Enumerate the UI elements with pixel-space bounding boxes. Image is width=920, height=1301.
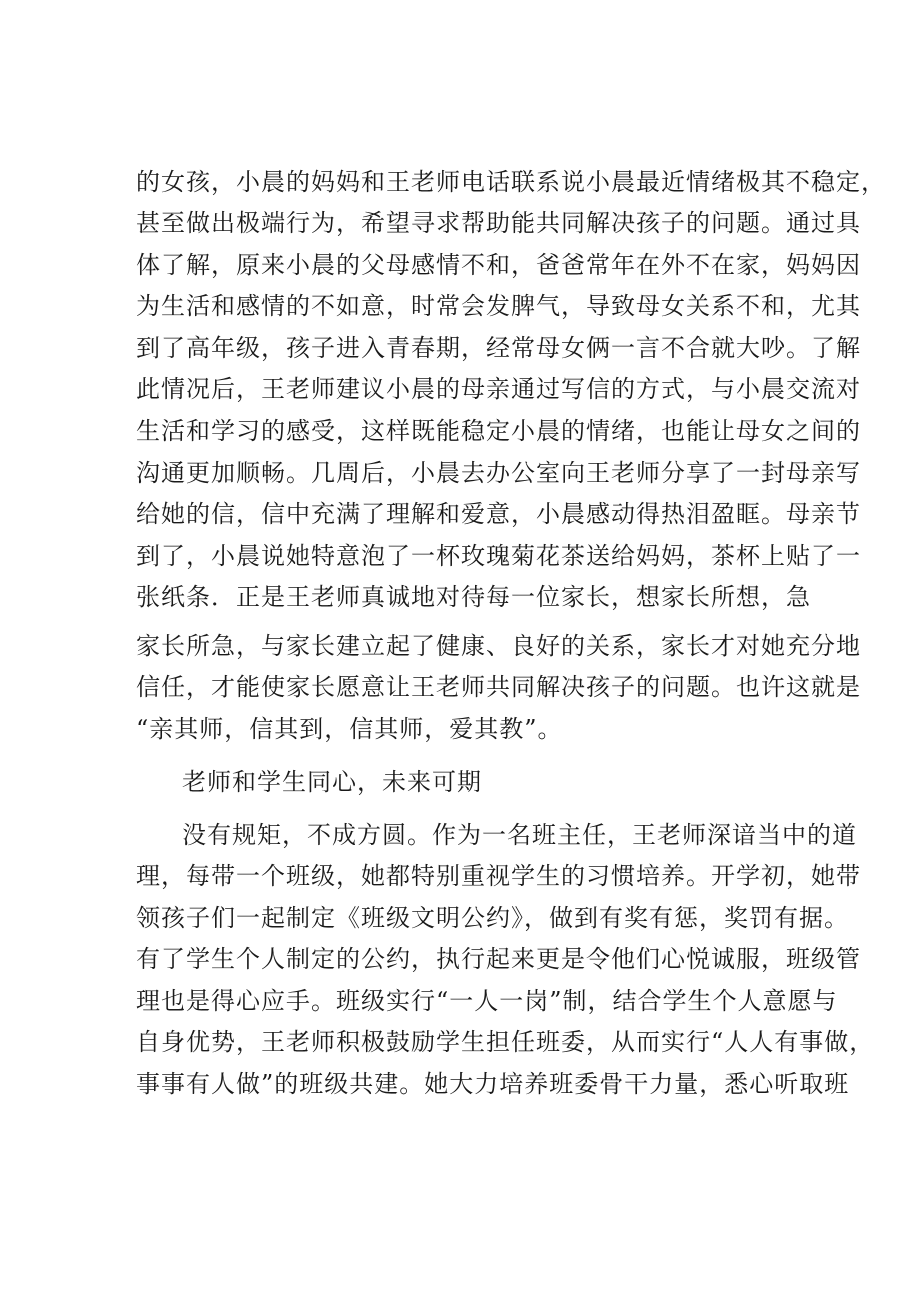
paragraph-1-line: 张纸条．正是王老师真诚地对待每一位家长，想家长所想，急 xyxy=(136,583,811,611)
paragraph-2-line: 理，每带一个班级，她都特别重视学生的习惯培养。开学初，她带 xyxy=(136,862,861,890)
paragraph-1-line: “亲其师，信其到，信其师，爱其教”。 xyxy=(136,715,563,743)
paragraph-2-line: 有了学生个人制定的公约，执行起来更是令他们心悦诚服，班级管 xyxy=(136,945,861,973)
section-heading: 老师和学生同心，未来可期 xyxy=(182,768,482,796)
paragraph-1-line: 沟通更加顺畅。几周后，小晨去办公室向王老师分享了一封母亲写 xyxy=(136,459,861,487)
paragraph-2-line: 没有规矩，不成方圆。作为一名班主任，王老师深谙当中的道 xyxy=(182,821,857,849)
paragraph-1-line: 生活和学习的感受，这样既能稳定小晨的情绪，也能让母女之间的 xyxy=(136,417,861,445)
paragraph-1-line: 家长所急，与家长建立起了健康、良好的关系，家长才对她充分地 xyxy=(136,632,861,660)
paragraph-2-line: 理也是得心应手。班级实行“一人一岗”制，结合学生个人意愿与 xyxy=(136,987,838,1015)
paragraph-1-line: 信任，才能使家长愿意让王老师共同解决孩子的问题。也许这就是 xyxy=(136,673,861,701)
paragraph-1-line: 甚至做出极端行为，希望寻求帮助能共同解决孩子的问题。通过具 xyxy=(136,209,861,237)
paragraph-1-line: 到了，小晨说她特意泡了一杯玫瑰菊花茶送给妈妈，茶杯上贴了一 xyxy=(136,542,861,570)
paragraph-1-line: 到了高年级，孩子进入青春期，经常母女俩一言不合就大吵。了解 xyxy=(136,334,861,362)
paragraph-1-line: 的女孩，小晨的妈妈和王老师电话联系说小晨最近情绪极其不稳定， xyxy=(136,168,886,196)
paragraph-1-line: 为生活和感情的不如意，时常会发脾气，导致母女关系不和，尤其 xyxy=(136,292,861,320)
paragraph-2-line: 事事有人做”的班级共建。她大力培养班委骨干力量，悉心听取班 xyxy=(136,1070,850,1098)
paragraph-2-line: 自身优势，王老师积极鼓励学生担任班委，从而实行“人人有事做， xyxy=(136,1028,875,1056)
paragraph-1-line: 体了解，原来小晨的父母感情不和，爸爸常年在外不在家，妈妈因 xyxy=(136,251,861,279)
paragraph-1-line: 给她的信，信中充满了理解和爱意，小晨感动得热泪盈眶。母亲节 xyxy=(136,500,861,528)
paragraph-1-line: 此情况后，王老师建议小晨的母亲通过写信的方式，与小晨交流对 xyxy=(136,375,861,403)
paragraph-2-line: 领孩子们一起制定《班级文明公约》，做到有奖有惩，奖罚有据。 xyxy=(136,904,849,932)
